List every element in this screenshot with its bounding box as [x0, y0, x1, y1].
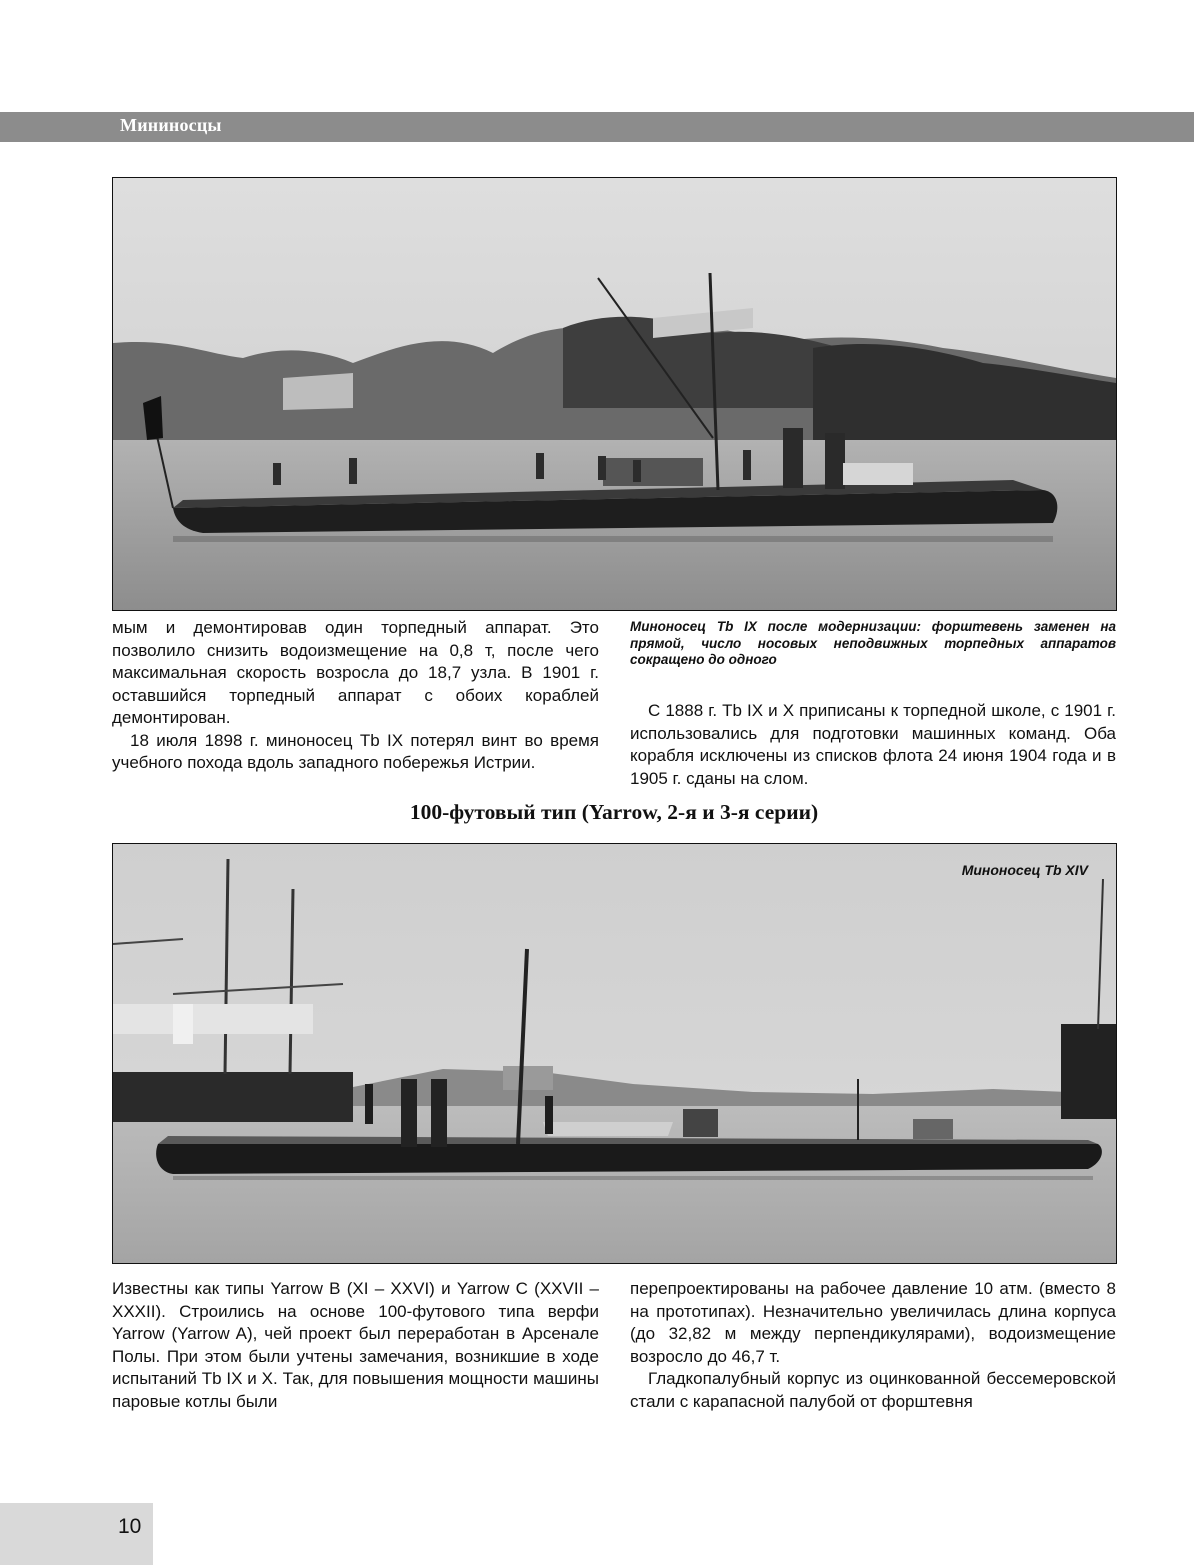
paragraph: Гладкопалубный корпус из оцинкованной бессемеровской стали с карапасной палубой от форштевня: [630, 1369, 1116, 1411]
paragraph: Известны как типы Yarrow B (XI – XXVI) и Yarrow C (XXVII – XXXII). Строились на основе 100-футового типа верфи Yarrow (Yarrow A), чей проект был переработан в Арсенале Полы. При этом были учтены замечания, возникшие в ходе испытаний Tb IX и X. Так, для повышения мощности машины паровые котлы были: [112, 1279, 599, 1411]
text-column-1a: [112, 617, 599, 775]
photo-caption: Миноносец Tb IX после модернизации: форштевень заменен на прямой, число носовых неподвижных торпедных аппаратов сокращено до одного: [630, 619, 1116, 667]
photo-torpedo-boat-tb-xiv: [112, 843, 1117, 1264]
page-number: 10: [118, 1515, 142, 1538]
section-title: 100-футовый тип (Yarrow, 2-я и 3-я серии): [409, 800, 819, 824]
photo-torpedo-boat-tb-ix: [112, 177, 1117, 611]
photo-caption: Миноносец Tb XIV: [961, 862, 1088, 878]
section-header: Мининосцы: [120, 115, 222, 135]
paragraph: С 1888 г. Tb IX и X приписаны к торпедной школе, с 1901 г. использовались для подготовки машинных команд. Оба корабля исключены из списков флота 24 июня 1904 года и в 1905 г. сданы на слом.: [630, 701, 1116, 788]
text-column-1b: [112, 1278, 599, 1413]
paragraph: перепроектированы на рабочее давление 10 атм. (вместо 8 на прототипах). Незначительно увеличилась длина корпуса (до 32,82 м между перпендикулярами), водоизмещение возросло до 46,7 т.: [630, 1279, 1116, 1366]
text-column-2a: [630, 700, 1116, 790]
paragraph: 18 июля 1898 г. миноносец Tb IX потерял винт во время учебного похода вдоль западного побережья Истрии.: [112, 730, 599, 772]
text-column-2b: [630, 1278, 1116, 1413]
paragraph: мым и демонтировав один торпедный аппарат. Это позволило снизить водоизмещение на 0,8 т, после чего максимальная скорость возросла до 18,7 узла. В 1901 г. оставшийся торпедный аппарат с обоих кораблей демонтирован.: [112, 618, 599, 727]
